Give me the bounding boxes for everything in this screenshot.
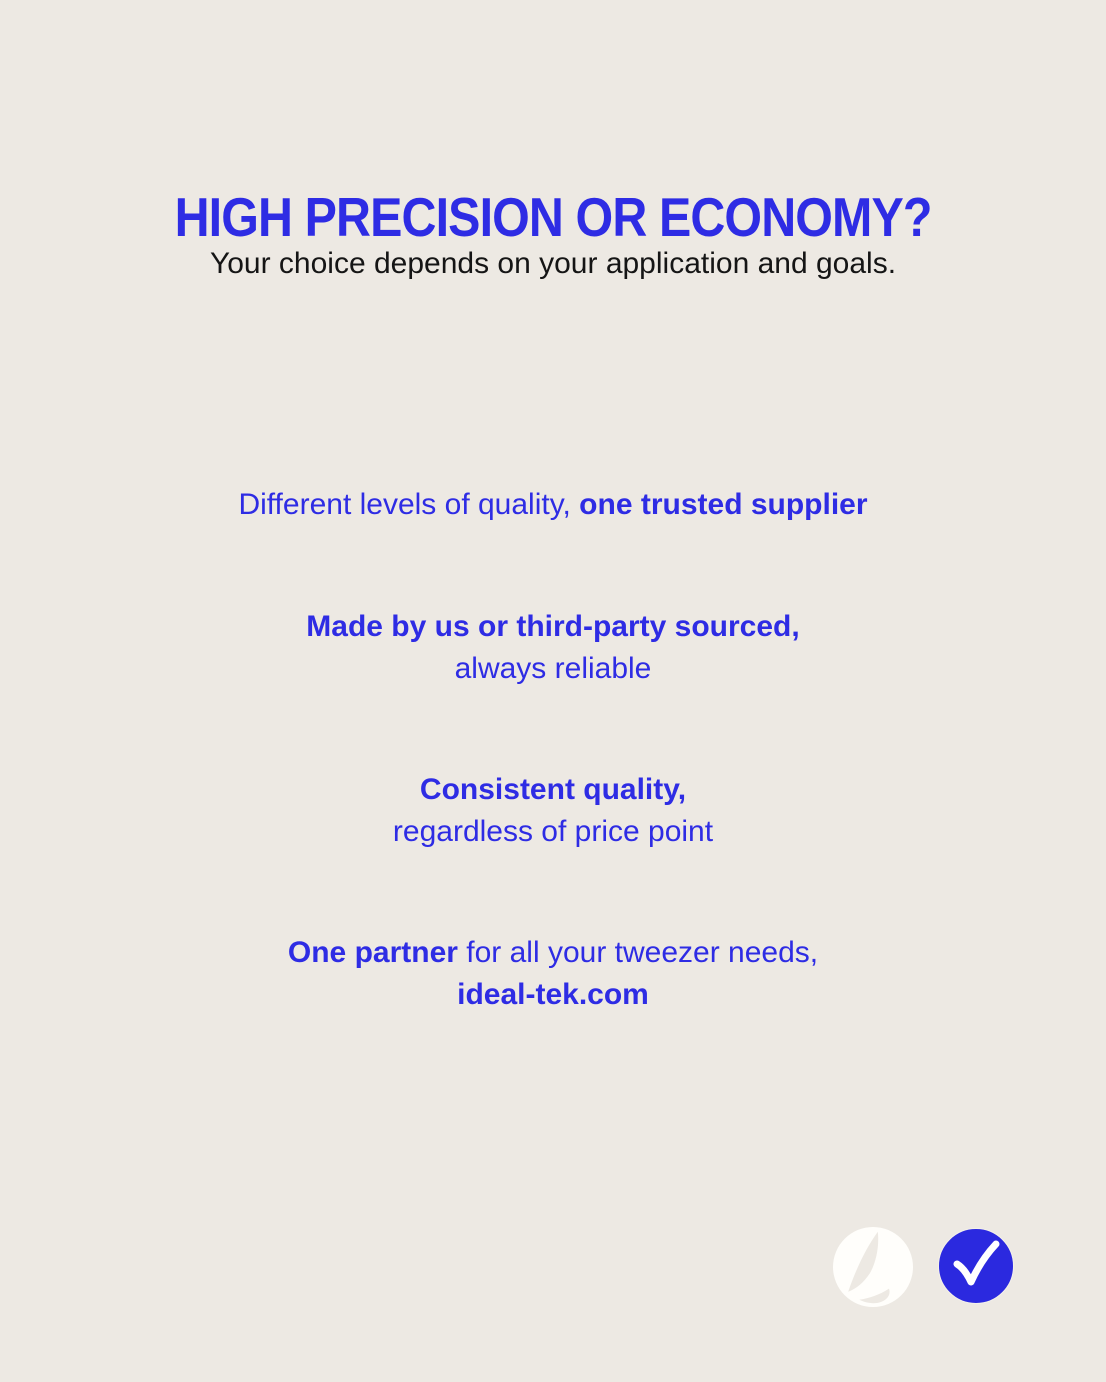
point-text-bold: one trusted supplier (579, 488, 868, 521)
point-line (0, 974, 1106, 1016)
point-line (0, 932, 1106, 974)
page-subtitle: Your choice depends on your application and goals. (209, 247, 897, 280)
point-line (0, 606, 1106, 648)
point-text-bold: Made by us or third-party sourced, (306, 610, 800, 643)
point-text: Different levels of quality, (238, 488, 580, 521)
checkmark-badge (938, 1228, 1014, 1304)
point-line (0, 648, 1106, 690)
ideal-tek-logo-icon (833, 1227, 913, 1307)
point-text: always reliable (454, 652, 652, 685)
website-text: ideal-tek.com (457, 978, 649, 1011)
point-line (0, 811, 1106, 853)
benefit-point-partner (0, 932, 1106, 1016)
point-text-bold: Consistent quality, (419, 773, 687, 806)
page-title (0, 186, 1106, 248)
point-text: for all your tweezer needs, (466, 936, 819, 969)
point-text: regardless of price point (392, 815, 714, 848)
checkmark-icon (938, 1228, 1014, 1304)
point-text-bold: One partner (287, 936, 467, 969)
benefit-point-quality (0, 769, 1106, 853)
page-title-text: HIGH PRECISION OR ECONOMY? (174, 186, 932, 248)
benefit-point-sourcing (0, 606, 1106, 690)
point-line (0, 769, 1106, 811)
ideal-tek-logo (833, 1227, 913, 1307)
benefit-point-supplier (0, 484, 1106, 526)
point-line (0, 484, 1106, 526)
